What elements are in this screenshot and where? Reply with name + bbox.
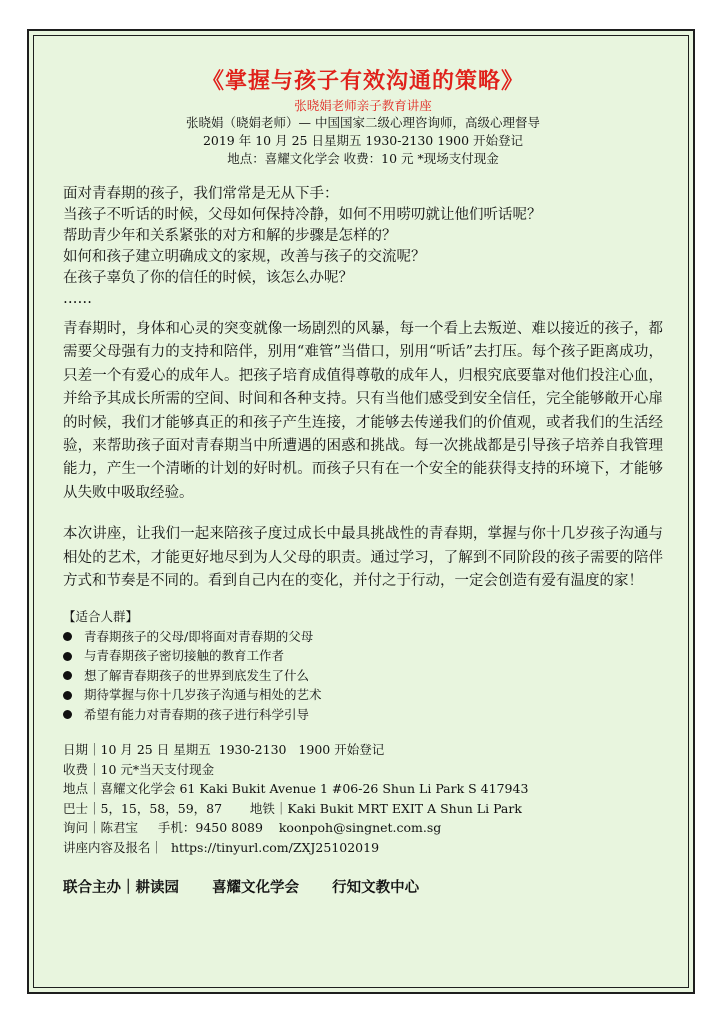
- audience-heading: 【适合人群】: [63, 609, 139, 625]
- bullet-icon: [63, 691, 72, 700]
- intro-line: 当孩子不听话的时候，父母如何保持冷静，如何不用唠叨就让他们听话呢？: [63, 207, 542, 223]
- audience-item: [63, 685, 663, 705]
- flyer-frame: [27, 29, 695, 994]
- audience-item-text: 想了解青春期孩子的世界到底发生了什么: [84, 667, 310, 683]
- bullet-icon: [63, 710, 72, 719]
- audience-item-text: 希望有能力对青春期的孩子进行科学引导: [84, 706, 310, 722]
- detail-fee: 收费｜10 元*当天支付现金: [63, 761, 215, 777]
- audience-item-text: 与青春期孩子密切接触的教育工作者: [84, 648, 285, 664]
- organizer-1: 联合主办｜耕读园: [63, 879, 179, 897]
- flyer-content: [63, 67, 663, 898]
- audience-item-text: 期待掌握与你十几岁孩子沟通与相处的艺术: [84, 687, 322, 703]
- intro-line: 在孩子辜负了你的信任的时候，该怎么办呢？: [63, 270, 353, 286]
- organizers: [63, 878, 663, 898]
- audience-item: [63, 627, 663, 647]
- audience-item: [63, 666, 663, 686]
- intro-line: 帮助青少年和关系紧张的对方和解的步骤是怎样的？: [63, 228, 397, 244]
- bullet-icon: [63, 652, 72, 661]
- bullet-icon: [63, 632, 72, 641]
- flyer-title: 《掌握与孩子有效沟通的策略》: [201, 68, 524, 94]
- event-details: [63, 740, 663, 857]
- detail-transport: 巴士｜5，15，58，59，87 地铁｜Kaki Bukit MRT EXIT A Shun Li Park: [63, 800, 522, 816]
- bullet-icon: [63, 671, 72, 680]
- intro-line: 如何和孩子建立明确成文的家规，改善与孩子的交流呢？: [63, 249, 426, 265]
- flyer-subtitle: 张晓娟老师亲子教育讲座: [294, 98, 432, 113]
- detail-date: 日期｜10 月 25 日 星期五 1930-2130 1900 开始登记: [63, 742, 385, 758]
- location-fee-info: 地点：喜耀文化学会 收费：10 元 *现场支付现金: [227, 151, 499, 166]
- header: [63, 67, 663, 168]
- schedule-info: 2019 年 10 月 25 日星期五 1930-2130 1900 开始登记: [202, 133, 524, 148]
- organizer-3: 行知文教中心: [332, 879, 420, 897]
- detail-contact: 询问｜陈君宝 手机：9450 8089 koonpoh@singnet.com.sg: [63, 820, 442, 836]
- audience-item: [63, 705, 663, 725]
- speaker-info: 张晓娟（晓娟老师）— 中国国家二级心理咨询师，高级心理督导: [186, 115, 540, 130]
- detail-registration[interactable]: 讲座内容及报名｜ https://tinyurl.com/ZXJ25102019: [63, 839, 380, 855]
- organizer-2: 喜耀文化学会: [212, 879, 300, 897]
- audience-section: [63, 607, 663, 724]
- intro-line: ……: [63, 291, 92, 307]
- intro-line: 面对青春期的孩子，我们常常是无从下手：: [63, 186, 339, 202]
- detail-venue: 地点｜喜耀文化学会 61 Kaki Bukit Avenue 1 #06-26 Shun Li Park S 417943: [63, 781, 529, 797]
- body-paragraph-2: 本次讲座，让我们一起来陪孩子度过成长中最具挑战性的青春期，掌握与你十几岁孩子沟通与相处的艺术，才能更好地尽到为人父母的职责。通过学习，了解到不同阶段的孩子需要的陪伴方式和节奏是不同的。看到自己内在的变化，并付之于行动，一定会创造有爱有温度的家！: [63, 526, 663, 590]
- audience-item: [63, 646, 663, 666]
- body-paragraph-1: 青春期时，身体和心灵的突变就像一场剧烈的风暴，每一个看上去叛逆、难以接近的孩子，都需要父母强有力的支持和陪伴，别用“难管”当借口，别用“听话”去打压。每个孩子距离成功，只差一个有爱心的成年人。把孩子培育成值得尊敬的成年人，归根究底要靠对他们投注心血，并给予其成长所需的空间、时间和各种支持。只有当他们感受到安全信任，完全能够敞开心扉的时候，我们才能够真正的和孩子产生连接，才能够去传递我们的价值观，或者我们的生活经验，来帮助孩子面对青春期当中所遭遇的困惑和挑战。每一次挑战都是引导孩子培养自我管理能力，产生一个清晰的计划的好时机。而孩子只有在一个安全的能获得支持的环境下，才能够从失败中吸取经验。: [63, 321, 663, 501]
- intro-questions: [63, 184, 663, 310]
- audience-item-text: 青春期孩子的父母/即将面对青春期的父母: [84, 628, 314, 644]
